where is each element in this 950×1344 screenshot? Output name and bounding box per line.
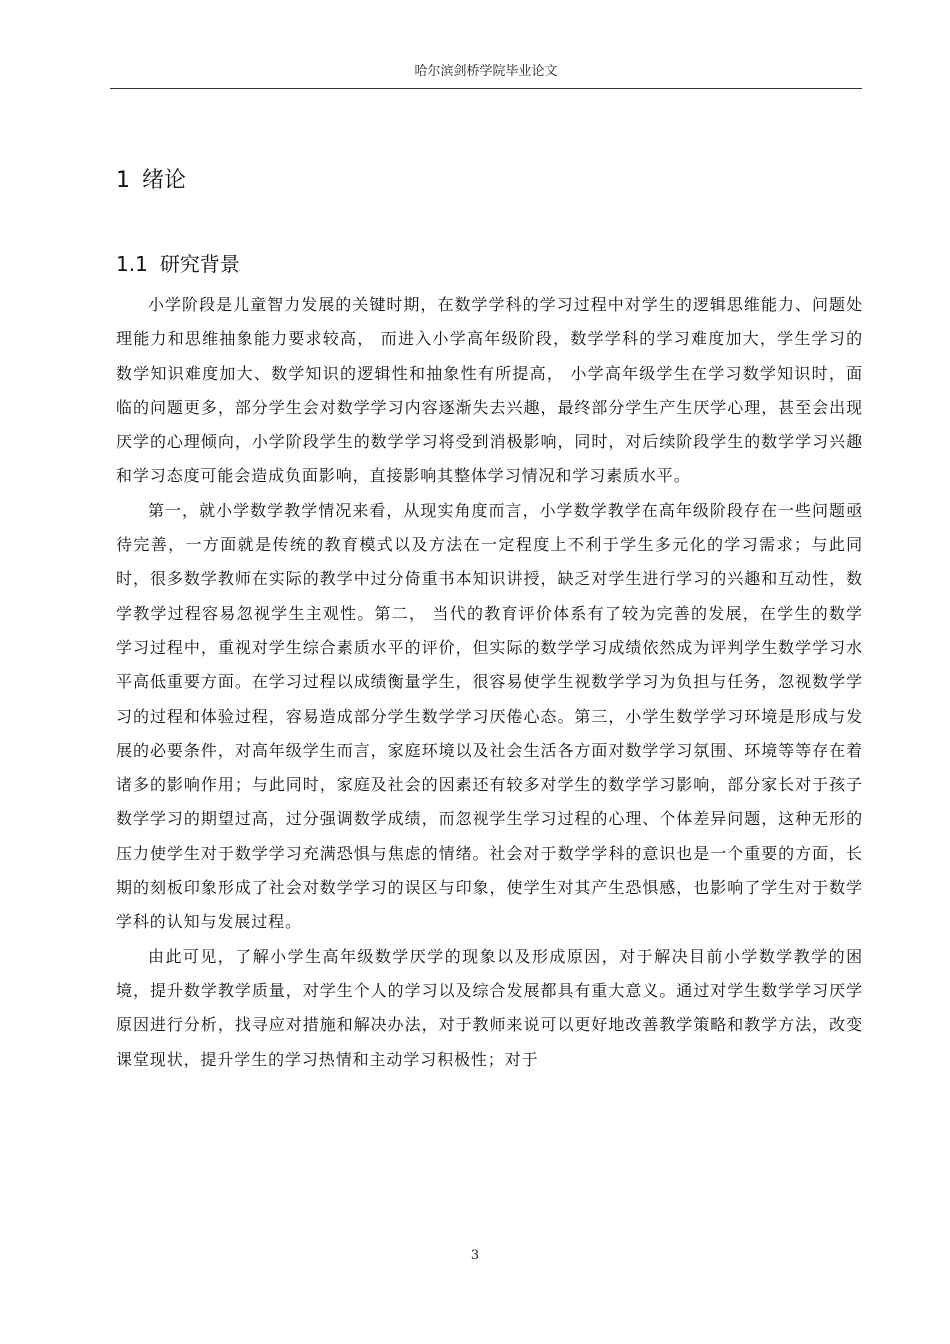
page-footer — [0, 1248, 950, 1263]
chapter-heading — [116, 166, 186, 196]
section-title: 研究背景 — [159, 252, 240, 276]
section-number: 1.1 — [116, 252, 148, 276]
section-heading — [116, 250, 240, 278]
paragraph: 小学阶段是儿童智力发展的关键时期，在数学学科的学习过程中对学生的逻辑思维能力、问题处理能力和思维抽象能力要求较高， 而进入小学高年级阶段，数学学科的学习难度加大，学生学习的数学知识难度加大、数学知识的逻辑性和抽象性有所提高， 小学高年级学生在学习数学知识时，面临的问题更多，部分学生会对数学学习内容逐渐失去兴趣，最终部分学生产生厌学心理，甚至会出现厌学的心理倾向，小学阶段学生的数学学习将受到消极影响，同时，对后续阶段学生的数学学习兴趣和学习态度可能会造成负面影响，直接影响其整体学习情况和学习素质水平。 — [116, 295, 863, 486]
paragraph: 由此可见，了解小学生高年级数学厌学的现象以及形成原因，对于解决目前小学数学教学的困境，提升数学教学质量，对学生个人的学习以及综合发展都具有重大意义。通过对学生数学学习厌学原因进行分析，找寻应对措施和解决办法，对于教师来说可以更好地改善教学策略和教学方法，改变课堂现状，提升学生的学习热情和主动学习积极性；对于 — [116, 946, 863, 1069]
page-header — [110, 62, 862, 89]
page-number: 3 — [470, 1248, 480, 1263]
body-text — [116, 288, 863, 1077]
paragraph: 第一，就小学数学教学情况来看，从现实角度而言，小学数学教学在高年级阶段存在一些问题亟待完善，一方面就是传统的教育模式以及方法在一定程度上不利于学生多元化的学习需求；与此同时，很多数学教师在实际的教学中过分倚重书本知识讲授，缺乏对学生进行学习的兴趣和互动性，数学教学过程容易忽视学生主观性。第二， 当代的教育评价体系有了较为完善的发展，在学生的数学学习过程中，重视对学生综合素质水平的评价，但实际的数学学习成绩依然成为评判学生数学学习水平高低重要方面。在学习过程以成绩衡量学生，很容易使学生视数学学习为负担与任务，忽视数学学习的过程和体验过程，容易造成部分学生数学学习厌倦心态。第三，小学生数学学习环境是形成与发展的必要条件，对高年级学生而言，家庭环境以及社会生活各方面对数学学习氛围、环境等等存在着诸多的影响作用；与此同时，家庭及社会的因素还有较多对学生的数学学习影响，部分家长对于孩子数学学习的期望过高，过分强调数学成绩，而忽视学生学习过程的心理、个体差异问题，这种无形的压力使学生对于数学学习充满恐惧与焦虑的情绪。社会对于数学学科的意识也是一个重要的方面，长期的刻板印象形成了社会对数学学习的误区与印象，使学生对其产生恐惧感，也影响了学生对于数学学科的认知与发展过程。 — [116, 500, 863, 932]
chapter-title: 绪论 — [142, 168, 187, 193]
header-title: 哈尔滨剑桥学院毕业论文 — [414, 64, 558, 79]
chapter-number: 1 — [116, 168, 130, 193]
